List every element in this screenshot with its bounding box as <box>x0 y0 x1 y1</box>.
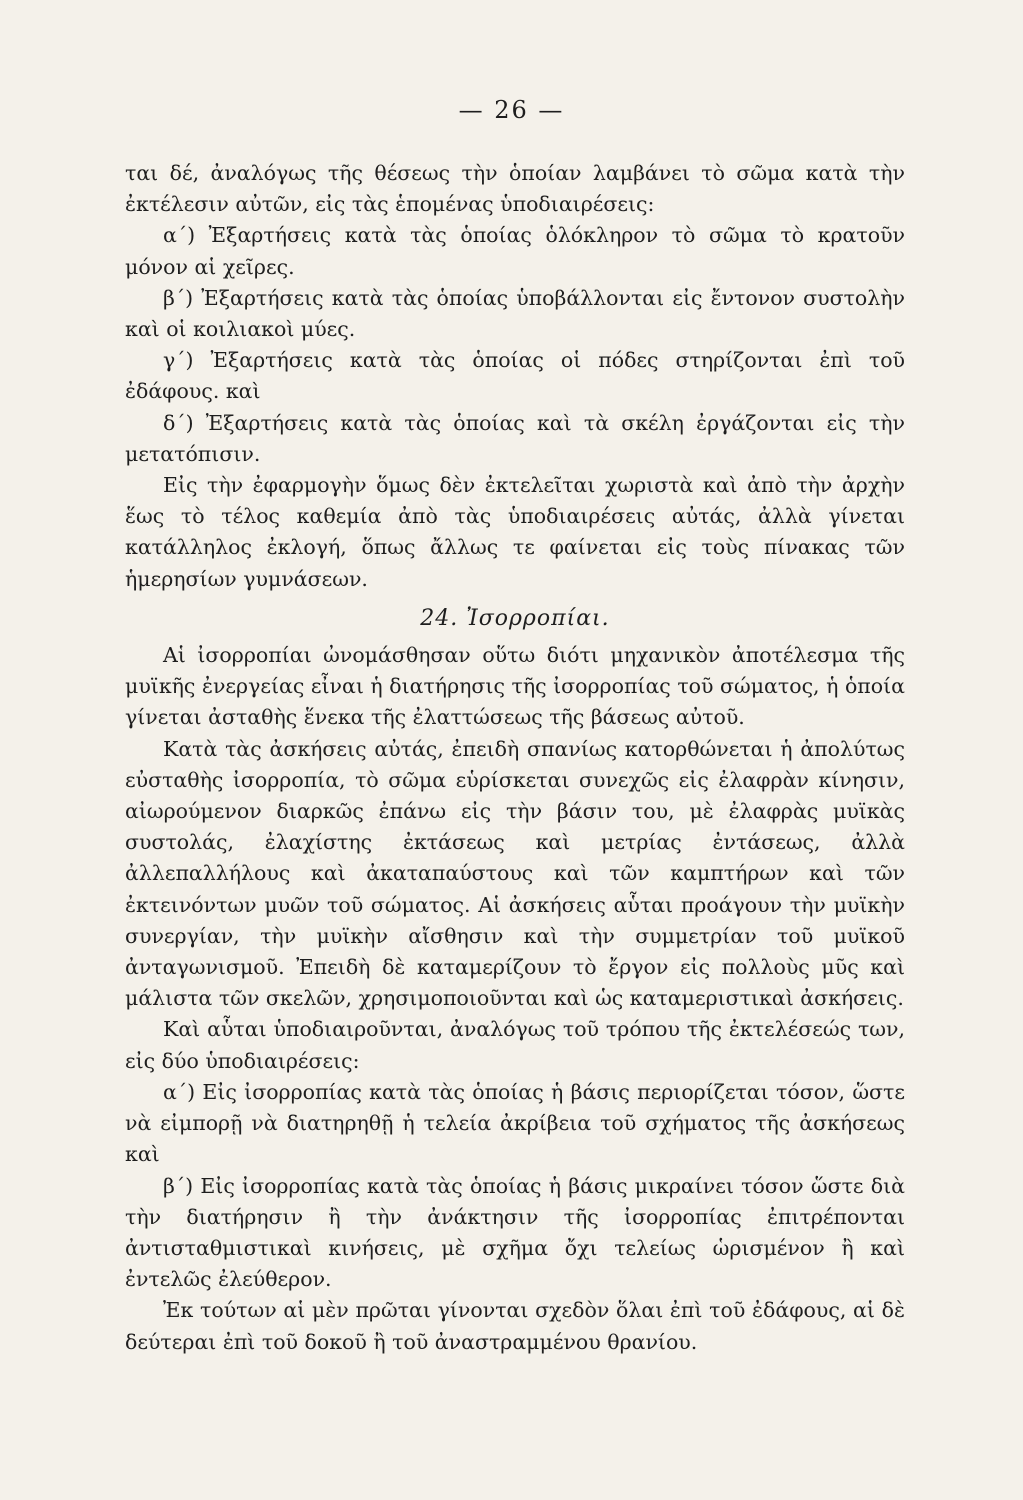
list-item-delta: δ΄) Ἐξαρτήσεις κατὰ τὰς ὁποίας καὶ τὰ σκέλη ἐργάζονται εἰς τὴν μετατόπισιν. <box>125 410 905 466</box>
paragraph-definition: Αἱ ἰσορροπίαι ὠνομάσθησαν οὕτω διότι μηχανικὸν ἀποτέλεσμα τῆς μυϊκῆς ἐνεργείας εἶναι ἡ διατήρησις τῆς ἰσορροπίας τοῦ σώματος, ἡ ὁποία γίνεται ἀσταθὴς ἕνεκα τῆς ἐλαττώσεως τῆς βάσεως αὐτοῦ. <box>125 643 905 730</box>
subdivision-beta: β΄) Εἰς ἰσορροπίας κατὰ τὰς ὁποίας ἡ βάσις μικραίνει τόσον ὥστε διὰ τὴν διατήρησιν ἢ τὴν ἀνάκτησιν τῆς ἰσορροπίας ἐπιτρέπονται ἀντισταθμιστικαὶ κινήσεις, μὲ σχῆμα ὄχι τελείως ὡρισμένον ἢ καὶ ἐντελῶς ἐλεύθερον. <box>125 1173 905 1292</box>
list-item-alpha: α΄) Ἐξαρτήσεις κατὰ τὰς ὁποίας ὁλόκληρον τὸ σῶμα τὸ κρατοῦν μόνον αἱ χεῖρες. <box>125 223 905 279</box>
paragraph-continuation: ται δέ, ἀναλόγως τῆς θέσεως τὴν ὁποίαν λαμβάνει τὸ σῶμα κατὰ τὴν ἐκτέλεσιν αὐτῶν, εἰς τὰς ἑπομένας ὑποδιαιρέσεις: <box>125 161 905 217</box>
section-heading: 24. Ἰσορροπίαι. <box>420 605 610 631</box>
page-number: — 26 — <box>458 96 565 124</box>
subdivision-alpha: α΄) Εἰς ἰσορροπίας κατὰ τὰς ὁποίας ἡ βάσις περιορίζεται τόσον, ὥστε νὰ εἰμπορῇ νὰ διατηρηθῇ ἡ τελεία ἀκρίβεια τοῦ σχήματος τῆς ἀσκήσεως καὶ <box>125 1079 905 1167</box>
list-item-beta: β΄) Ἐξαρτήσεις κατὰ τὰς ὁποίας ὑποβάλλονται εἰς ἔντονον συστολὴν καὶ οἱ κοιλιακοὶ μύες. <box>125 285 905 342</box>
paragraph-description: Κατὰ τὰς ἀσκήσεις αὐτάς, ἐπειδὴ σπανίως κατορθώνεται ἡ ἀπολύτως εὐσταθὴς ἰσορροπία, τὸ σῶμα εὑρίσκεται συνεχῶς εἰς ἐλαφρὰν κίνησιν, αἰωρούμενον διαρκῶς ἐπάνω εἰς τὴν βάσιν του, μὲ ἐλαφρὰς μυϊκὰς συστολάς, ἐλαχίστης ἐκτάσεως καὶ μετρίας ἐντάσεως, ἀλλὰ ἀλλεπαλλήλους καὶ ἀκαταπαύστους καὶ τῶν καμπτήρων καὶ τῶν ἐκτεινόντων μυῶν τοῦ σώματος. Αἱ ἀσκήσεις αὗται προάγουν τὴν μυϊκὴν συνεργίαν, τὴν μυϊκὴν αἴσθησιν καὶ τὴν συμμετρίαν τοῦ μυϊκοῦ ἀνταγωνισμοῦ. Ἐπειδὴ δὲ καταμερίζουν τὸ ἔργον εἰς πολλοὺς μῦς καὶ μάλιστα τῶν σκελῶν, χρησιμοποιοῦνται καὶ ὡς καταμεριστικαὶ ἀσκήσεις. <box>125 736 905 1011</box>
paragraph-application: Εἰς τὴν ἐφαρμογὴν ὅμως δὲν ἐκτελεῖται χωριστὰ καὶ ἀπὸ τὴν ἀρχὴν ἕως τὸ τέλος καθεμία ἀπὸ τὰς ὑποδιαιρέσεις αὐτάς, ἀλλὰ γίνεται κατάλληλος ἐκλογή, ὅπως ἄλλως τε φαίνεται εἰς τοὺς πίνακας τῶν ἡμερησίων γυμνάσεων. <box>125 473 905 591</box>
list-item-gamma: γ΄) Ἐξαρτήσεις κατὰ τὰς ὁποίας οἱ πόδες στηρίζονται ἐπὶ τοῦ ἐδάφους. καὶ <box>125 348 905 404</box>
paragraph-conclusion: Ἐκ τούτων αἱ μὲν πρῶται γίνονται σχεδὸν ὅλαι ἐπὶ τοῦ ἐδάφους, αἱ δὲ δεύτεραι ἐπὶ τοῦ δοκοῦ ἢ τοῦ ἀναστραμμένου θρανίου. <box>125 1298 905 1354</box>
paragraph-subdivision: Καὶ αὗται ὑποδιαιροῦνται, ἀναλόγως τοῦ τρόπου τῆς ἐκτελέσεώς των, εἰς δύο ὑποδιαιρέσεις: <box>125 1017 905 1073</box>
body-text <box>125 158 905 1358</box>
